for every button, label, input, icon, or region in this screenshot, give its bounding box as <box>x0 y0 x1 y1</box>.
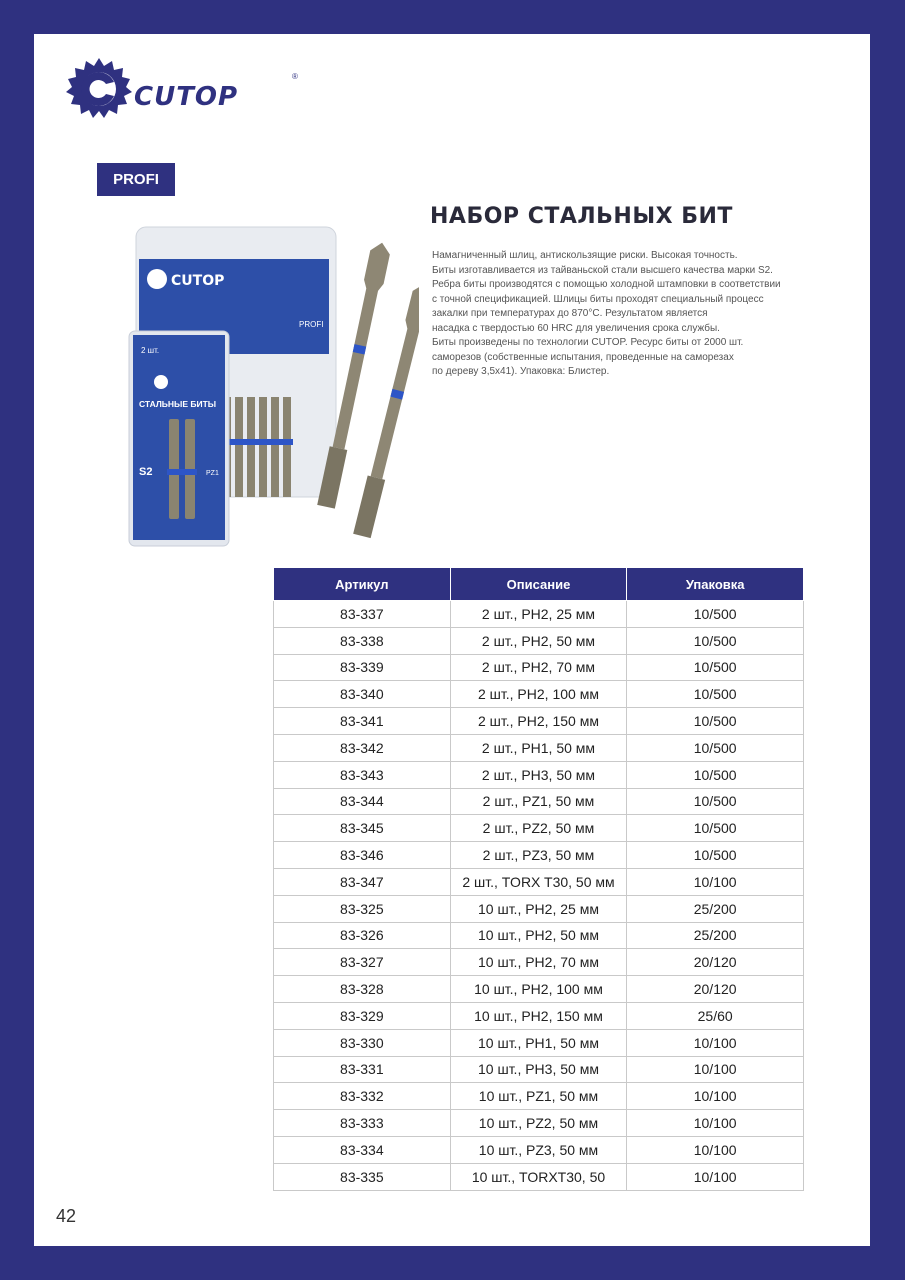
brand-logo <box>64 54 298 124</box>
table-row <box>274 1056 804 1083</box>
table-row <box>274 949 804 976</box>
cell-description: 10 шт., PH2, 70 мм <box>450 949 627 976</box>
cell-article: 83-338 <box>274 627 451 654</box>
description-line: Ребра биты производятся с помощью холодной штамповки в соответствии <box>432 279 781 290</box>
cell-package: 10/500 <box>627 708 804 735</box>
table-row <box>274 1110 804 1137</box>
description-line: по дереву 3,5х41). Упаковка: Блистер. <box>432 366 610 377</box>
cell-description: 2 шт., PH2, 70 мм <box>450 654 627 681</box>
description-line: с точной спецификацией. Шлицы биты проходят специальный процесс <box>432 293 764 305</box>
cell-article: 83-335 <box>274 1163 451 1190</box>
cell-package: 10/500 <box>627 788 804 815</box>
cell-description: 10 шт., PH2, 25 мм <box>450 895 627 922</box>
cell-package: 10/100 <box>627 1083 804 1110</box>
small-pack-count: 2 шт. <box>141 346 160 355</box>
cell-package: 20/120 <box>627 949 804 976</box>
big-pack-profi-text: PROFI <box>299 320 324 329</box>
table-row <box>274 895 804 922</box>
cell-article: 83-329 <box>274 1002 451 1029</box>
cell-description: 10 шт., PH2, 100 мм <box>450 976 627 1003</box>
table-row <box>274 842 804 869</box>
spec-table <box>273 567 804 1191</box>
cell-description: 10 шт., PZ3, 50 мм <box>450 1136 627 1163</box>
small-pack-title: СТАЛЬНЫЕ БИТЫ <box>139 399 217 409</box>
cell-package: 10/100 <box>627 1056 804 1083</box>
cell-article: 83-343 <box>274 761 451 788</box>
cell-package: 10/100 <box>627 868 804 895</box>
table-row <box>274 627 804 654</box>
logo-text: CUTOP <box>134 82 239 112</box>
cell-description: 2 шт., PZ2, 50 мм <box>450 815 627 842</box>
table-row <box>274 1163 804 1190</box>
cell-article: 83-326 <box>274 922 451 949</box>
cell-package: 10/100 <box>627 1163 804 1190</box>
table-row <box>274 922 804 949</box>
cell-article: 83-332 <box>274 1083 451 1110</box>
small-pack-logo-icon <box>154 375 168 389</box>
cell-article: 83-345 <box>274 815 451 842</box>
table-row <box>274 868 804 895</box>
header-package: Упаковка <box>627 568 804 601</box>
description-line: закалки при температурах до 870°C. Результатом является <box>432 308 708 319</box>
cell-description: 2 шт., PH2, 100 мм <box>450 681 627 708</box>
cell-article: 83-341 <box>274 708 451 735</box>
cell-description: 2 шт., PH2, 25 мм <box>450 601 627 628</box>
cell-description: 10 шт., PH1, 50 мм <box>450 1029 627 1056</box>
product-title: НАБОР СТАЛЬНЫХ БИТ <box>430 204 733 229</box>
table-row <box>274 1083 804 1110</box>
cell-description: 10 шт., PH2, 50 мм <box>450 922 627 949</box>
small-pack-tip: PZ1 <box>206 470 219 477</box>
cell-article: 83-347 <box>274 868 451 895</box>
cell-package: 10/500 <box>627 734 804 761</box>
small-pack-steel: S2 <box>139 466 153 478</box>
table-row <box>274 1136 804 1163</box>
cell-description: 2 шт., PZ1, 50 мм <box>450 788 627 815</box>
cell-article: 83-325 <box>274 895 451 922</box>
cell-description: 2 шт., PH1, 50 мм <box>450 734 627 761</box>
table-row <box>274 1029 804 1056</box>
table-row <box>274 708 804 735</box>
header-article: Артикул <box>274 568 451 601</box>
profi-badge: PROFI <box>97 163 175 196</box>
description-line: насадка с твердостью 60 HRC для увеличения срока службы. <box>432 322 720 334</box>
description-line: Намагниченный шлиц, антискользящие риски. Высокая точность. <box>432 250 738 261</box>
product-description <box>432 249 832 380</box>
header-description: Описание <box>450 568 627 601</box>
table-row <box>274 681 804 708</box>
cell-description: 10 шт., PH2, 150 мм <box>450 1002 627 1029</box>
cell-package: 10/500 <box>627 761 804 788</box>
description-line: Биты изготавливается из тайваньской стали высшего качества марки S2. <box>432 264 773 276</box>
table-row <box>274 815 804 842</box>
cell-description: 10 шт., PH3, 50 мм <box>450 1056 627 1083</box>
cell-package: 25/200 <box>627 895 804 922</box>
registered-mark: ® <box>292 72 298 81</box>
cell-package: 10/500 <box>627 601 804 628</box>
description-line: Биты произведены по технологии CUTOP. Ресурс биты от 2000 шт. <box>432 337 744 348</box>
cell-article: 83-344 <box>274 788 451 815</box>
table-row <box>274 788 804 815</box>
table-row <box>274 976 804 1003</box>
table-row <box>274 734 804 761</box>
cell-package: 20/120 <box>627 976 804 1003</box>
cell-package: 10/500 <box>627 842 804 869</box>
cell-article: 83-327 <box>274 949 451 976</box>
table-row <box>274 601 804 628</box>
cell-package: 10/500 <box>627 815 804 842</box>
cell-package: 10/100 <box>627 1029 804 1056</box>
description-line: саморезов (собственные испытания, проведенные на саморезах <box>432 351 734 363</box>
cell-description: 2 шт., PH2, 150 мм <box>450 708 627 735</box>
cell-description: 10 шт., PZ2, 50 мм <box>450 1110 627 1137</box>
cell-package: 10/500 <box>627 681 804 708</box>
cell-package: 10/100 <box>627 1110 804 1137</box>
cell-article: 83-340 <box>274 681 451 708</box>
cell-description: 10 шт., PZ1, 50 мм <box>450 1083 627 1110</box>
cell-article: 83-331 <box>274 1056 451 1083</box>
saw-blade-icon <box>64 54 134 124</box>
cell-package: 25/200 <box>627 922 804 949</box>
cell-package: 25/60 <box>627 1002 804 1029</box>
cell-description: 2 шт., PH2, 50 мм <box>450 627 627 654</box>
cell-description: 10 шт., TORXT30, 50 <box>450 1163 627 1190</box>
product-image <box>89 219 419 549</box>
cell-article: 83-328 <box>274 976 451 1003</box>
table-row <box>274 654 804 681</box>
big-pack-logo-text: CUTOP <box>171 273 225 289</box>
page-number: 42 <box>56 1206 77 1226</box>
table-header-row <box>274 568 804 601</box>
cell-article: 83-339 <box>274 654 451 681</box>
catalog-page <box>34 34 870 1246</box>
cell-description: 2 шт., PH3, 50 мм <box>450 761 627 788</box>
table-body <box>274 601 804 1191</box>
cell-package: 10/100 <box>627 1136 804 1163</box>
cell-article: 83-330 <box>274 1029 451 1056</box>
cell-description: 2 шт., PZ3, 50 мм <box>450 842 627 869</box>
table-row <box>274 1002 804 1029</box>
cell-article: 83-342 <box>274 734 451 761</box>
cell-article: 83-333 <box>274 1110 451 1137</box>
cell-article: 83-337 <box>274 601 451 628</box>
cell-description: 2 шт., TORX T30, 50 мм <box>450 868 627 895</box>
cell-article: 83-346 <box>274 842 451 869</box>
cell-package: 10/500 <box>627 654 804 681</box>
table-row <box>274 761 804 788</box>
cell-article: 83-334 <box>274 1136 451 1163</box>
cell-package: 10/500 <box>627 627 804 654</box>
big-pack-logo-icon <box>147 269 167 289</box>
